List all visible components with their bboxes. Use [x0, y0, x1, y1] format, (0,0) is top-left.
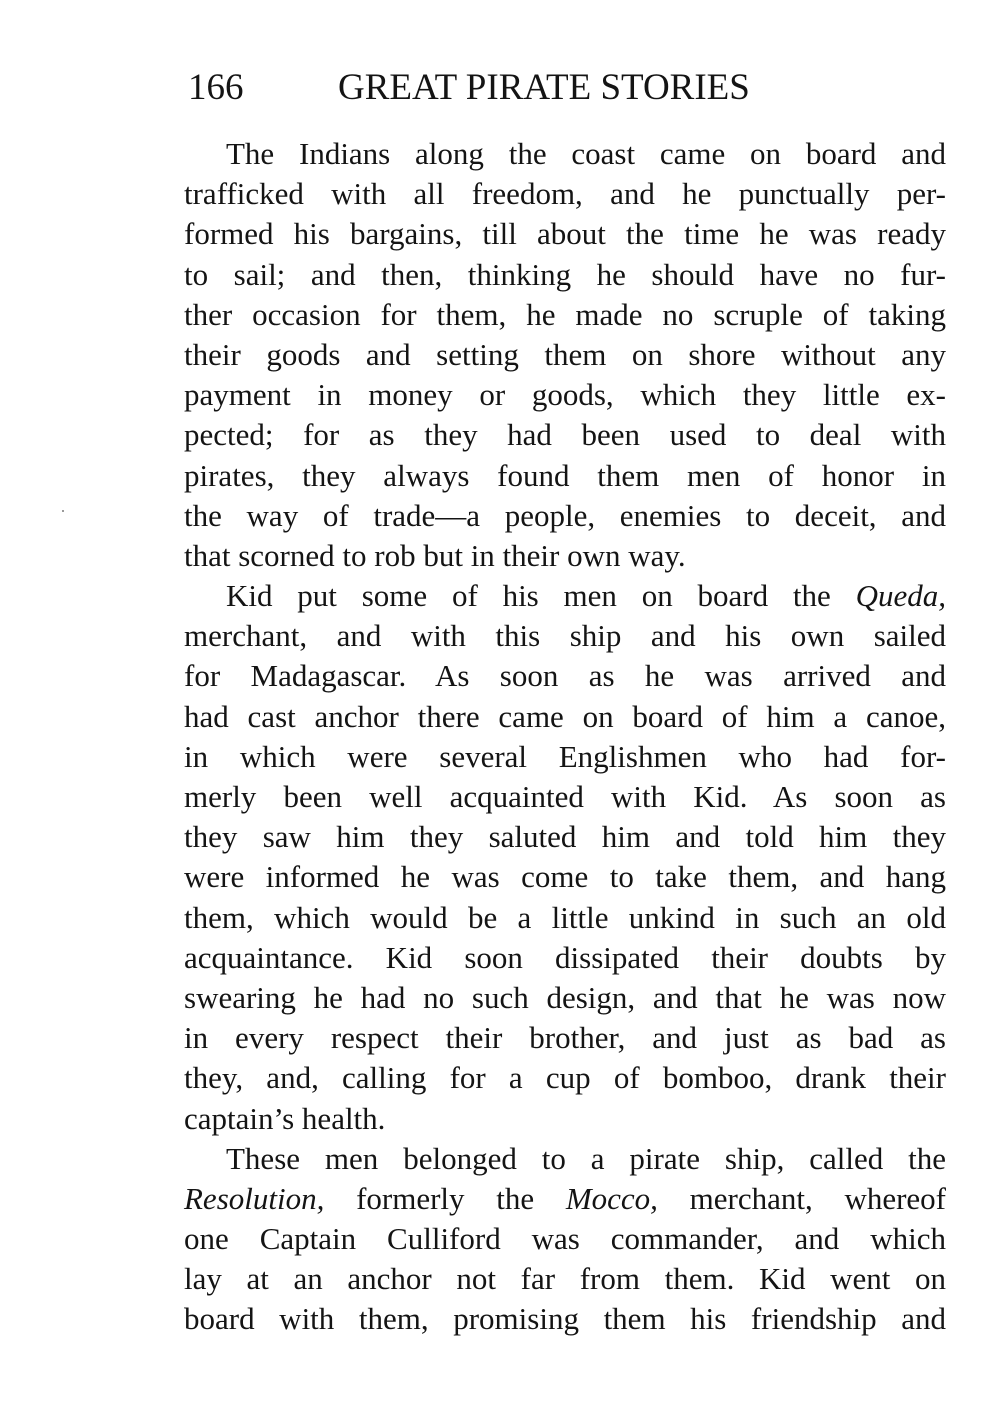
ship-name-queda: Queda,: [855, 578, 946, 614]
text-line: trafficked with all freedom, and he punctually per-: [184, 176, 946, 212]
text-line: [184, 1179, 946, 1219]
text-line: lay at an anchor not far from them. Kid went on: [184, 1261, 946, 1297]
text-line: [184, 576, 946, 616]
text-line: pirates, they always found them men of honor in: [184, 457, 946, 493]
paragraph-3: [184, 1139, 946, 1340]
running-head: [188, 62, 808, 114]
text-line: one Captain Culliford was commander, and which: [184, 1221, 946, 1257]
text-line: their goods and setting them on shore without any: [184, 336, 946, 372]
running-title: GREAT PIRATE STORIES: [338, 67, 750, 108]
text-line: the way of trade—a people, enemies to deceit, and: [184, 497, 946, 533]
text-run: Kid put some of his men on board the: [226, 578, 856, 614]
text-line: swearing he had no such design, and that he was now: [184, 979, 946, 1015]
text-line: that scorned to rob but in their own way.: [184, 537, 686, 573]
text-run: formerly the: [324, 1180, 566, 1216]
text-line: for Madagascar. As soon as he was arrived and: [184, 658, 946, 694]
body-text: [184, 134, 946, 1340]
page-number: 166: [188, 67, 244, 108]
text-line: had cast anchor there came on board of him a canoe,: [184, 698, 946, 734]
text-line: captain’s health.: [184, 1100, 386, 1136]
text-line: acquaintance. Kid soon dissipated their doubts by: [184, 939, 946, 975]
text-line: them, which would be a little unkind in such an old: [184, 899, 946, 935]
text-line: These men belonged to a pirate ship, called the: [226, 1140, 946, 1176]
text-line: they saw him they saluted him and told him they: [184, 819, 946, 855]
scan-speck: [62, 510, 64, 512]
text-line: board with them, promising them his friendship and: [184, 1301, 946, 1337]
text-line: merly been well acquainted with Kid. As soon as: [184, 779, 946, 814]
text-line: in which were several Englishmen who had for-: [184, 738, 946, 774]
text-line: formed his bargains, till about the time he was ready: [184, 216, 946, 252]
text-line: merchant, and with this ship and his own sailed: [184, 618, 946, 654]
text-run: merchant, whereof: [657, 1180, 946, 1216]
ship-name-resolution: Resolution,: [184, 1180, 325, 1216]
text-line: to sail; and then, thinking he should have no fur-: [184, 256, 946, 292]
text-line: were informed he was come to take them, and hang: [184, 859, 946, 895]
text-line: in every respect their brother, and just as bad as: [184, 1020, 946, 1056]
ship-name-mocco: Mocco,: [565, 1180, 658, 1216]
paragraph-1: [184, 134, 946, 576]
text-line: ther occasion for them, he made no scruple of taking: [184, 296, 946, 332]
text-line: pected; for as they had been used to deal with: [184, 417, 946, 453]
text-line: they, and, calling for a cup of bomboo, drank their: [184, 1060, 946, 1096]
text-line: payment in money or goods, which they little ex-: [184, 377, 946, 413]
text-line: The Indians along the coast came on board and: [226, 136, 946, 171]
paragraph-2: [184, 576, 946, 1139]
